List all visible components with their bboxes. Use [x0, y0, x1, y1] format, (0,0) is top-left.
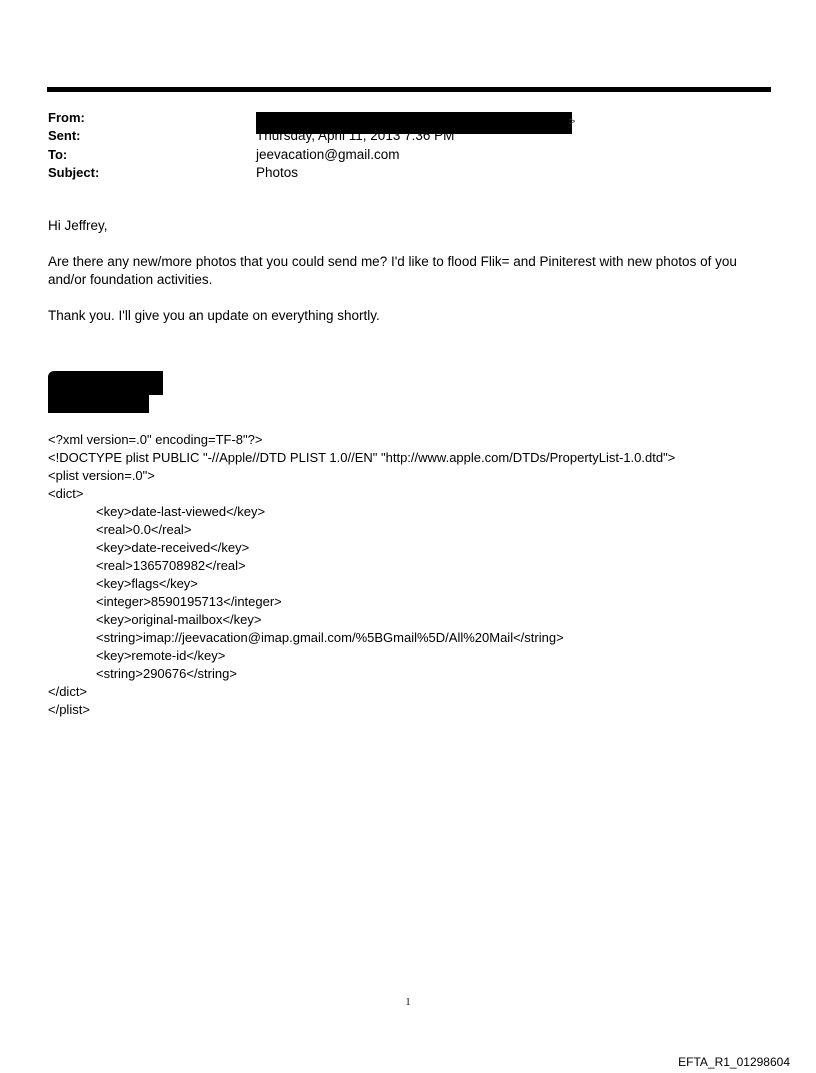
- plist-line: <key>original-mailbox</key>: [96, 612, 262, 627]
- page-number: 1: [405, 997, 411, 1008]
- plist-line: <string>imap://jeevacation@imap.gmail.com/%5BGmail%5D/All%20Mail</string>: [96, 630, 564, 645]
- header-rule: [47, 87, 771, 92]
- signature-redaction-2: [48, 393, 149, 413]
- plist-line: </dict>: [48, 684, 88, 699]
- plist-line: <real>1365708982</real>: [96, 558, 246, 573]
- to-row: [48, 145, 768, 164]
- plist-line: <real>0.0</real>: [96, 522, 192, 537]
- sent-row: [48, 127, 768, 146]
- signature-redaction-1: [48, 371, 163, 395]
- sent-value: Thursday, April 11, 2013 7:36 PM: [256, 128, 455, 144]
- email-header: [48, 108, 768, 182]
- greeting: Hi Jeffrey,: [48, 218, 108, 233]
- from-label: From:: [48, 109, 85, 125]
- plist-line: <integer>8590195713</integer>: [96, 594, 282, 609]
- plist-line: <plist version=.0">: [48, 468, 155, 483]
- sent-label: Sent:: [48, 128, 81, 144]
- from-tail: >: [569, 116, 576, 129]
- plist-line: <key>remote-id</key>: [96, 648, 226, 663]
- bates-number: EFTA_R1_01298604: [678, 1055, 790, 1069]
- body-paragraph-1: Are there any new/more photos that you could send me? I'd like to flood Flik= and Piniterest with new photos of you and/or foundation activities.: [48, 254, 737, 287]
- subject-row: [48, 164, 768, 183]
- plist-line: <?xml version=.0" encoding=TF-8"?>: [48, 432, 263, 447]
- to-value: jeevacation@gmail.com: [256, 146, 400, 162]
- plist-line: <dict>: [48, 486, 84, 501]
- plist-line: <key>date-received</key>: [96, 540, 250, 555]
- subject-value: Photos: [256, 165, 299, 181]
- plist-block: [48, 431, 788, 719]
- subject-label: Subject:: [48, 165, 100, 181]
- from-row: [48, 108, 768, 127]
- email-body: [48, 217, 768, 343]
- plist-line: <!DOCTYPE plist PUBLIC "-//Apple//DTD PLIST 1.0//EN" "http://www.apple.com/DTDs/PropertyList-1.0.dtd">: [48, 450, 676, 465]
- plist-line: <key>flags</key>: [96, 576, 198, 591]
- body-paragraph-2: Thank you. I'll give you an update on everything shortly.: [48, 308, 380, 323]
- plist-line: <key>date-last-viewed</key>: [96, 504, 266, 519]
- plist-line: </plist>: [48, 702, 90, 717]
- plist-line: <string>290676</string>: [96, 666, 237, 681]
- to-label: To:: [48, 146, 68, 162]
